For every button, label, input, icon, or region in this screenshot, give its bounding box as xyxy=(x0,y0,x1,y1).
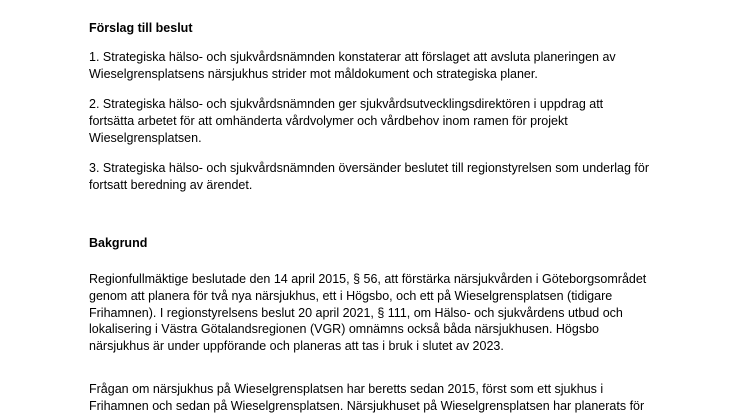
decision-heading: Förslag till beslut xyxy=(89,21,193,35)
background-paragraph-1-line-1: Regionfullmäktige beslutade den 14 april 2015, § 56, att förstärka närsjukvården i Göteborgsområdet xyxy=(89,272,647,286)
decision-item-1 xyxy=(89,49,616,83)
decision-item-1-line-2: Wieselgrensplatsens närsjukhus strider mot måldokument och strategiska planer. xyxy=(89,66,538,81)
background-paragraph-1-line-3: Frihamnen). I regionstyrelsens beslut 20 april 2021, § 111, om Hälso- och sjukvårdens utbud och xyxy=(89,305,623,320)
decision-item-2 xyxy=(89,96,603,146)
decision-item-3 xyxy=(89,160,649,194)
background-paragraph-1-line-4: lokalisering i Västra Götalandsregionen (VGR) omnämns också båda närsjukhusen. Högsbo xyxy=(89,322,599,337)
background-paragraph-2-line-2: Frihamnen och sedan på Wieselgrensplatsen. Närsjukhuset på Wieselgrensplatsen har planerats för xyxy=(89,398,645,413)
decision-item-2-line-3: Wieselgrensplatsen. xyxy=(89,130,202,145)
decision-item-1-line-1: 1. Strategiska hälso- och sjukvårdsnämnden konstaterar att förslaget att avsluta planeringen av xyxy=(89,50,616,64)
background-paragraph-2-line-1: Frågan om närsjukhus på Wieselgrensplatsen har beretts sedan 2015, först som ett sjukhus i xyxy=(89,382,604,396)
background-paragraph-1-line-5: närsjukhus är under uppförande och planeras att tas i bruk i slutet av 2023. xyxy=(89,339,504,354)
background-heading: Bakgrund xyxy=(89,236,148,250)
background-paragraph-1-line-2: genom att planera för två nya närsjukhus, ett i Högsbo, och ett på Wieselgrensplatsen (tidigare xyxy=(89,288,613,303)
background-paragraph-2 xyxy=(89,381,644,415)
decision-item-2-line-1: 2. Strategiska hälso- och sjukvårdsnämnden ger sjukvårdsutvecklingsdirektören i uppdrag att xyxy=(89,97,604,111)
decision-item-3-line-1: 3. Strategiska hälso- och sjukvårdsnämnden översänder beslutet till regionstyrelsen som underlag för xyxy=(89,161,650,175)
decision-item-3-line-2: fortsatt beredning av ärendet. xyxy=(89,177,253,192)
background-paragraph-1 xyxy=(89,271,646,355)
decision-item-2-line-2: fortsätta arbetet för att omhänderta vårdvolymer och vårdbehov inom ramen för projekt xyxy=(89,113,568,128)
